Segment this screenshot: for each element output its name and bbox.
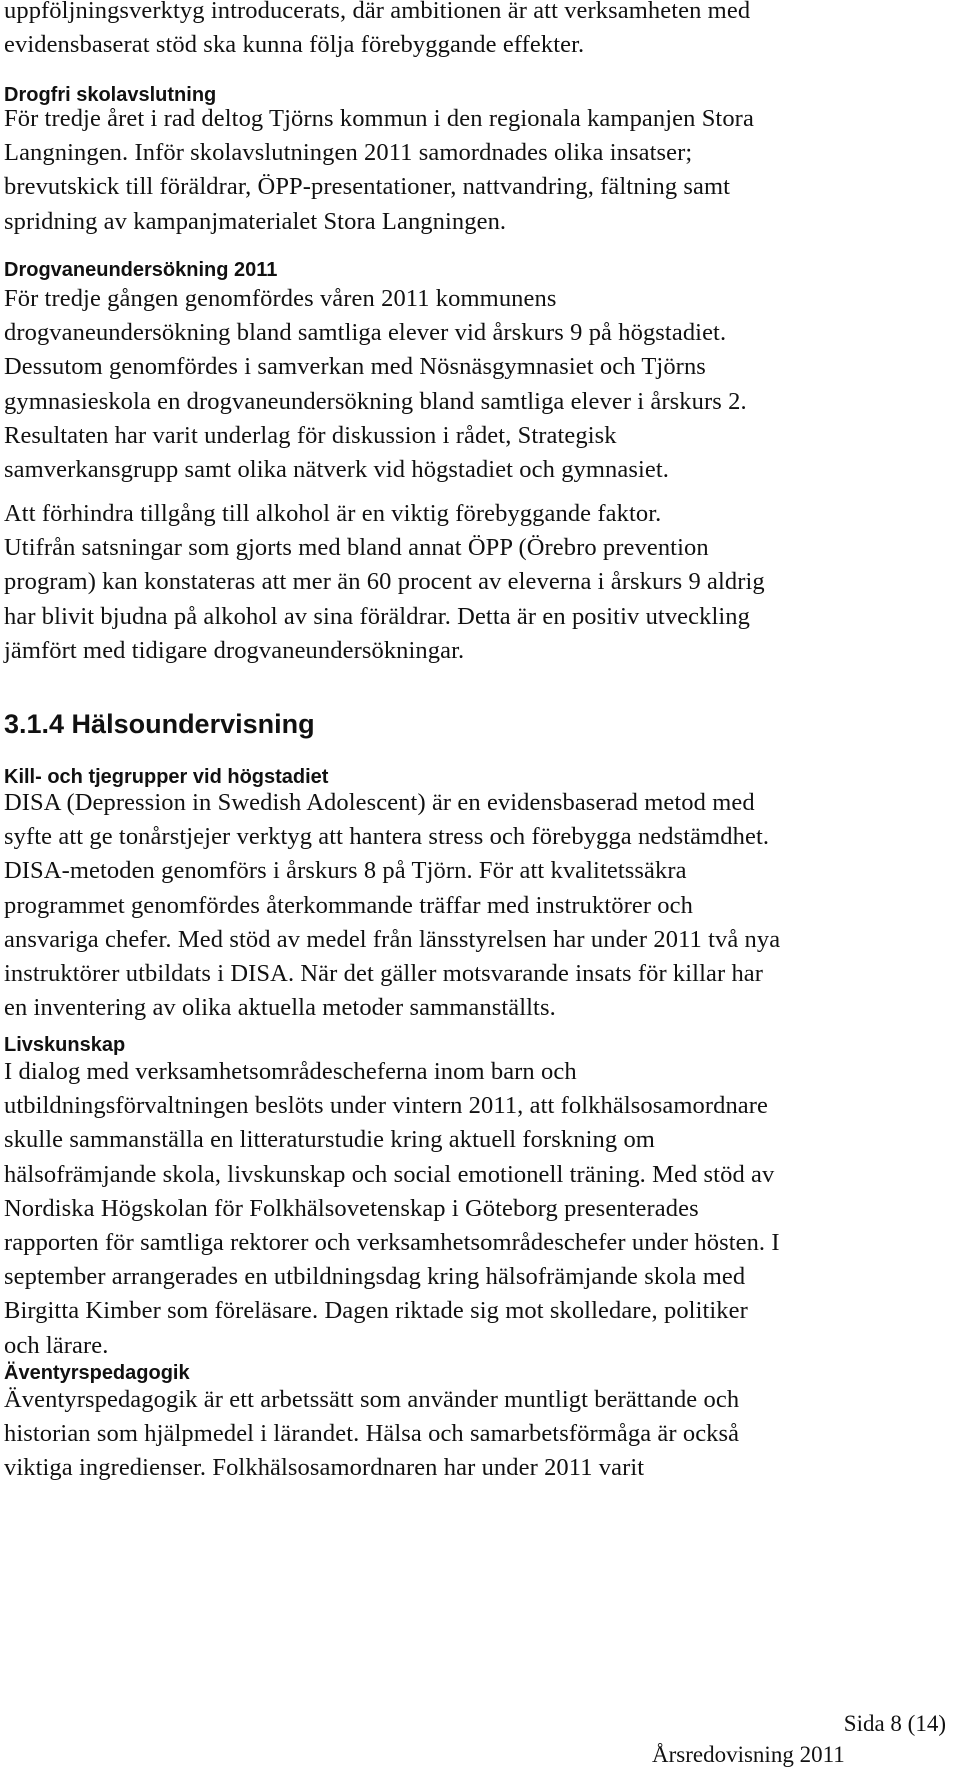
aventyr-paragraph: Äventyrspedagogik är ett arbetssätt som använder muntligt berättande och historian som hjälpmedel i lärandet. Hälsa och samarbetsförmåga är också viktiga ingredienser. Folkhälsosamordnaren har under 2011 varit — [4, 1386, 740, 1482]
heading-drogvaneundersokning: Drogvaneundersökning 2011 — [4, 259, 278, 281]
report-title: Årsredovisning 2011 — [652, 1742, 845, 1767]
livskunskap-paragraph: I dialog med verksamhetsområdescheferna inom barn och utbildningsförvaltningen beslöts under vintern 2011, att folkhälsosamordnare skulle sammanställa en litteraturstudie kring aktuell forskning om hälsofrämjande skola, livskunskap och social emotionell träning. Med stöd av Nordiska Högskolan för Folkhälsovetenskap i Göteborg presenterades rapporten för samtliga rektorer och verksamhetsområdeschefer under hösten. I september arrangerades en utbildningsdag kring hälsofrämjande skola med Birgitta Kimber som föreläsare. Dagen riktade sig mot skolledare, politiker och lärare. — [4, 1058, 780, 1359]
kill-paragraph: DISA (Depression in Swedish Adolescent) är en evidensbaserad metod med syfte att ge tonårstjejer verktyg att hantera stress och förebygga nedstämdhet. DISA-metoden genomförs i årskurs 8 på Tjörn. För att kvalitetssäkra programmet genomfördes återkommande träffar med instruktörer och ansvariga chefer. Med stöd av medel från länsstyrelsen har under 2011 två nya instruktörer utbildats i DISA. När det gäller motsvarande insats för killar har en inventering av olika aktuella metoder sammanställts. — [4, 789, 781, 1022]
page-number: Sida 8 (14) — [843, 1711, 946, 1736]
drogfri-paragraph: För tredje året i rad deltog Tjörns kommun i den regionala kampanjen Stora Langningen. Inför skolavslutningen 2011 samordnades olika insatser; brevutskick till föräldrar, ÖPP-presentationer, nattvandring, fältning samt spridning av kampanjmaterialet Stora Langningen. — [4, 105, 754, 235]
heading-kill-och-tjegrupper: Kill- och tjegrupper vid högstadiet — [4, 766, 329, 788]
intro-paragraph: uppföljningsverktyg introducerats, där ambitionen är att verksamheten med evidensbaserat stöd ska kunna följa förebyggande effekter. — [4, 0, 751, 59]
heading-livskunskap: Livskunskap — [4, 1034, 126, 1056]
drogvane-paragraph: För tredje gången genomfördes våren 2011 kommunens drogvaneundersökning bland samtliga elever vid årskurs 9 på högstadiet. Dessutom genomfördes i samverkan med Nösnäsgymnasiet och Tjörns gymnasieskola en drogvaneundersökning bland samtliga elever i årskurs 2. Resultaten har varit underlag för diskussion i rådet, Strategisk samverkansgrupp samt olika nätverk vid högstadiet och gymnasiet. — [4, 285, 747, 484]
heading-drogfri-skolavslutning: Drogfri skolavslutning — [4, 84, 217, 106]
section-heading-halsoundervisning: 3.1.4 Hälsoundervisning — [4, 709, 315, 739]
alkohol-paragraph: Att förhindra tillgång till alkohol är en viktig förebyggande faktor. Utifrån satsningar som gjorts med bland annat ÖPP (Örebro prevention program) kan konstateras att mer än 60 procent av eleverna i årskurs 9 aldrig har blivit bjudna på alkohol av sina föräldrar. Detta är en positiv utveckling jämfört med tidigare drogvaneundersökningar. — [4, 500, 765, 664]
heading-aventyrspedagogik: Äventyrspedagogik — [4, 1362, 190, 1384]
